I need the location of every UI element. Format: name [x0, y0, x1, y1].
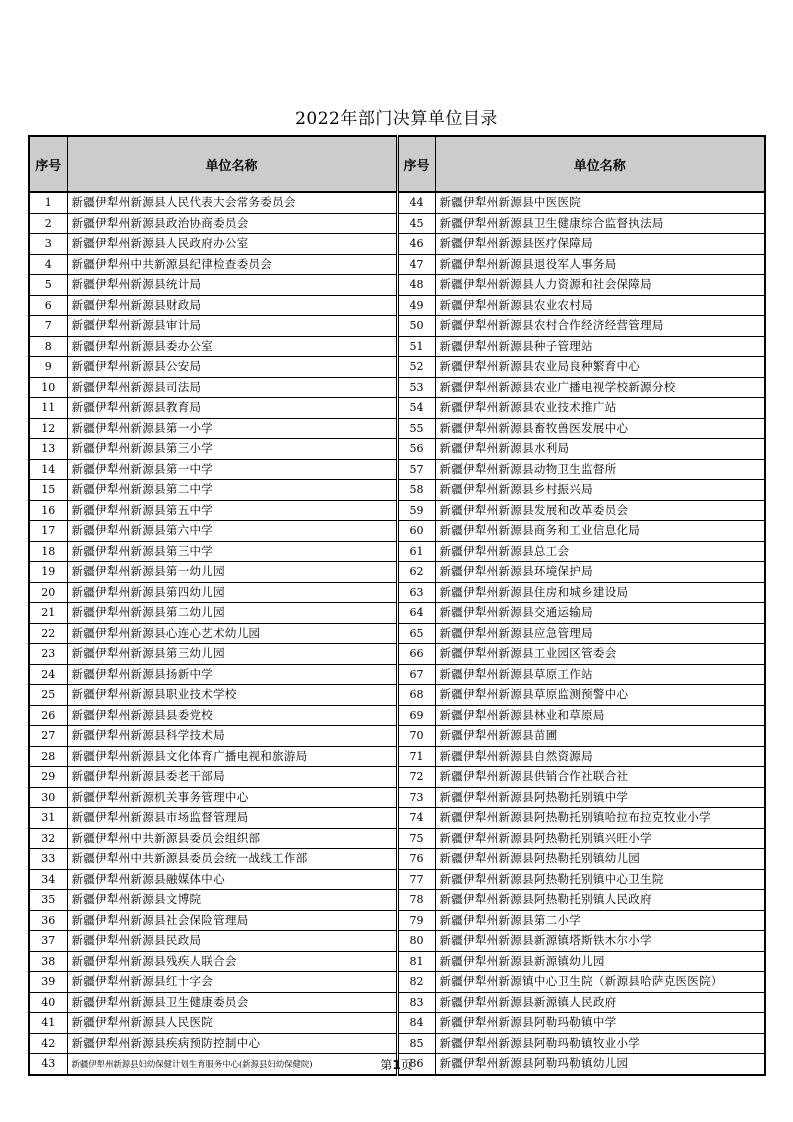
- serial-cell: 13: [29, 439, 67, 460]
- unit-name-cell: 新疆伊犁州新源县草原监测预警中心: [435, 685, 765, 706]
- unit-name-cell: 新疆伊犁州中共新源县委员会统一战线工作部: [67, 849, 397, 870]
- serial-cell: 60: [397, 521, 435, 542]
- unit-name-cell: 新疆伊犁州新源县卫生健康委员会: [67, 992, 397, 1013]
- unit-name-cell: 新疆伊犁州新源县医疗保障局: [435, 234, 765, 255]
- page-title: 2022年部门决算单位目录: [295, 109, 498, 129]
- table-row: [29, 316, 765, 337]
- unit-name-cell: 新疆伊犁州新源县职业技术学校: [67, 685, 397, 706]
- header-serial-left: 序号: [29, 136, 67, 192]
- serial-cell: 31: [29, 808, 67, 829]
- unit-name-cell: 新疆伊犁州新源县畜牧兽医发展中心: [435, 418, 765, 439]
- unit-name-cell: 新疆伊犁州新源县退役军人事务局: [435, 254, 765, 275]
- unit-name-cell: 新疆伊犁州新源县工业园区管委会: [435, 644, 765, 665]
- serial-cell: 64: [397, 603, 435, 624]
- unit-name-cell: 新疆伊犁州新源县政治协商委员会: [67, 213, 397, 234]
- unit-name-cell: 新疆伊犁州新源县疾病预防控制中心: [67, 1033, 397, 1054]
- unit-name-cell: 新疆伊犁州新源县第三中学: [67, 541, 397, 562]
- table-row: [29, 295, 765, 316]
- header-unit-name-left: 单位名称: [67, 136, 397, 192]
- serial-cell: 24: [29, 664, 67, 685]
- table-row: [29, 336, 765, 357]
- unit-name-cell: 新疆伊犁州新源县司法局: [67, 377, 397, 398]
- serial-cell: 20: [29, 582, 67, 603]
- unit-name-cell: 新疆伊犁州新源县自然资源局: [435, 746, 765, 767]
- table-row: [29, 192, 765, 213]
- serial-cell: 12: [29, 418, 67, 439]
- unit-name-cell: 新疆伊犁州新源县市场监督管理局: [67, 808, 397, 829]
- serial-cell: 32: [29, 828, 67, 849]
- table-row: [29, 541, 765, 562]
- serial-cell: 74: [397, 808, 435, 829]
- serial-cell: 30: [29, 787, 67, 808]
- serial-cell: 48: [397, 275, 435, 296]
- unit-name-cell: 新疆伊犁州新源县阿勒玛勒镇幼儿园: [435, 1054, 765, 1075]
- unit-directory-table: [28, 135, 766, 1076]
- unit-name-cell: 新疆伊犁州新源县第五中学: [67, 500, 397, 521]
- unit-name-cell: 新疆伊犁州新源县中医医院: [435, 192, 765, 213]
- unit-name-cell: 新疆伊犁州新源县住房和城乡建设局: [435, 582, 765, 603]
- table-row: [29, 398, 765, 419]
- unit-name-cell: 新疆伊犁州新源县统计局: [67, 275, 397, 296]
- unit-name-cell: 新疆伊犁州中共新源县委员会组织部: [67, 828, 397, 849]
- serial-cell: 2: [29, 213, 67, 234]
- table-row: [29, 664, 765, 685]
- unit-name-cell: 新疆伊犁州新源县应急管理局: [435, 623, 765, 644]
- serial-cell: 53: [397, 377, 435, 398]
- unit-name-cell: 新疆伊犁州新源县阿勒玛勒镇中学: [435, 1013, 765, 1034]
- unit-name-cell: 新疆伊犁州新源县审计局: [67, 316, 397, 337]
- unit-name-cell: 新疆伊犁州新源县乡村振兴局: [435, 480, 765, 501]
- unit-name-cell: 新疆伊犁州新源县农业局良种繁育中心: [435, 357, 765, 378]
- unit-name-cell: 新疆伊犁州新源县交通运输局: [435, 603, 765, 624]
- serial-cell: 16: [29, 500, 67, 521]
- unit-name-cell: 新疆伊犁州新源县林业和草原局: [435, 705, 765, 726]
- unit-name-cell: 新疆伊犁州新源县第四幼儿园: [67, 582, 397, 603]
- serial-cell: 42: [29, 1033, 67, 1054]
- serial-cell: 6: [29, 295, 67, 316]
- table-row: [29, 213, 765, 234]
- unit-name-cell: 新疆伊犁州新源县阿勒玛勒镇牧业小学: [435, 1033, 765, 1054]
- header-unit-name-right: 单位名称: [435, 136, 765, 192]
- serial-cell: 14: [29, 459, 67, 480]
- table-row: [29, 890, 765, 911]
- unit-name-cell: 新疆伊犁州新源县阿热勒托别镇人民政府: [435, 890, 765, 911]
- unit-name-cell: 新疆伊犁州新源县公安局: [67, 357, 397, 378]
- serial-cell: 73: [397, 787, 435, 808]
- footer-suffix: 页: [400, 1058, 413, 1072]
- serial-cell: 33: [29, 849, 67, 870]
- unit-name-cell: 新疆伊犁州新源县阿热勒托别镇兴旺小学: [435, 828, 765, 849]
- unit-name-cell: 新疆伊犁州新源县教育局: [67, 398, 397, 419]
- serial-cell: 62: [397, 562, 435, 583]
- unit-name-cell: 新疆伊犁州新源机关事务管理中心: [67, 787, 397, 808]
- table-row: [29, 1013, 765, 1034]
- serial-cell: 81: [397, 951, 435, 972]
- serial-cell: 21: [29, 603, 67, 624]
- serial-cell: 43: [29, 1054, 67, 1075]
- serial-cell: 68: [397, 685, 435, 706]
- serial-cell: 63: [397, 582, 435, 603]
- serial-cell: 57: [397, 459, 435, 480]
- serial-cell: 22: [29, 623, 67, 644]
- table-row: [29, 439, 765, 460]
- serial-cell: 47: [397, 254, 435, 275]
- serial-cell: 69: [397, 705, 435, 726]
- table-row: [29, 951, 765, 972]
- serial-cell: 67: [397, 664, 435, 685]
- unit-name-cell: 新疆伊犁州新源县民政局: [67, 931, 397, 952]
- serial-cell: 59: [397, 500, 435, 521]
- table-row: [29, 849, 765, 870]
- serial-cell: 4: [29, 254, 67, 275]
- unit-name-cell: 新疆伊犁州新源县农村合作经济经营管理局: [435, 316, 765, 337]
- footer-prefix: 第: [380, 1058, 393, 1072]
- table-row: [29, 254, 765, 275]
- serial-cell: 79: [397, 910, 435, 931]
- serial-cell: 40: [29, 992, 67, 1013]
- unit-name-cell: 新疆伊犁州新源县第二中学: [67, 480, 397, 501]
- unit-name-cell: 新疆伊犁州新源县农业农村局: [435, 295, 765, 316]
- table-row: [29, 357, 765, 378]
- serial-cell: 72: [397, 767, 435, 788]
- unit-name-cell: 新疆伊犁州新源县社会保险管理局: [67, 910, 397, 931]
- table-row: [29, 726, 765, 747]
- unit-name-cell: 新疆伊犁州新源县人民代表大会常务委员会: [67, 192, 397, 213]
- table-row: [29, 828, 765, 849]
- unit-name-cell: 新疆伊犁州新源县第一小学: [67, 418, 397, 439]
- table-row: [29, 500, 765, 521]
- serial-cell: 19: [29, 562, 67, 583]
- table-row: [29, 459, 765, 480]
- serial-cell: 46: [397, 234, 435, 255]
- unit-name-cell: 新疆伊犁州新源县心连心艺术幼儿园: [67, 623, 397, 644]
- serial-cell: 28: [29, 746, 67, 767]
- unit-name-cell: 新疆伊犁州新源县残疾人联合会: [67, 951, 397, 972]
- serial-cell: 9: [29, 357, 67, 378]
- serial-cell: 82: [397, 972, 435, 993]
- serial-cell: 54: [397, 398, 435, 419]
- table-row: [29, 931, 765, 952]
- serial-cell: 50: [397, 316, 435, 337]
- serial-cell: 71: [397, 746, 435, 767]
- unit-name-cell: 新疆伊犁州新源县文博院: [67, 890, 397, 911]
- serial-cell: 51: [397, 336, 435, 357]
- unit-name-cell: 新疆伊犁州新源县阿热勒托别镇幼儿园: [435, 849, 765, 870]
- unit-name-cell: 新疆伊犁州新源县阿热勒托别镇哈拉布拉克牧业小学: [435, 808, 765, 829]
- serial-cell: 44: [397, 192, 435, 213]
- serial-cell: 29: [29, 767, 67, 788]
- table-row: [29, 377, 765, 398]
- serial-cell: 10: [29, 377, 67, 398]
- serial-cell: 7: [29, 316, 67, 337]
- unit-name-cell: 新疆伊犁州新源县环境保护局: [435, 562, 765, 583]
- unit-name-cell: 新疆伊犁州新源县第三幼儿园: [67, 644, 397, 665]
- serial-cell: 38: [29, 951, 67, 972]
- page-number: 1: [392, 1058, 401, 1072]
- unit-name-cell: 新疆伊犁州新源县委老干部局: [67, 767, 397, 788]
- serial-cell: 25: [29, 685, 67, 706]
- unit-name-cell: 新疆伊犁州新源县发展和改革委员会: [435, 500, 765, 521]
- serial-cell: 55: [397, 418, 435, 439]
- unit-name-cell: 新疆伊犁州中共新源县纪律检查委员会: [67, 254, 397, 275]
- table-row: [29, 603, 765, 624]
- table-row: [29, 582, 765, 603]
- serial-cell: 56: [397, 439, 435, 460]
- unit-name-cell: 新疆伊犁州新源县水利局: [435, 439, 765, 460]
- table-row: [29, 275, 765, 296]
- table-row: [29, 808, 765, 829]
- serial-cell: 26: [29, 705, 67, 726]
- serial-cell: 76: [397, 849, 435, 870]
- unit-name-cell: 新疆伊犁州新源县人民医院: [67, 1013, 397, 1034]
- unit-name-cell: 新疆伊犁州新源县人力资源和社会保障局: [435, 275, 765, 296]
- serial-cell: 34: [29, 869, 67, 890]
- table-row: [29, 685, 765, 706]
- serial-cell: 84: [397, 1013, 435, 1034]
- unit-name-cell: 新疆伊犁州新源县第三小学: [67, 439, 397, 460]
- unit-name-cell: 新疆伊犁州新源县苗圃: [435, 726, 765, 747]
- serial-cell: 11: [29, 398, 67, 419]
- unit-name-cell: 新疆伊犁州新源县第六中学: [67, 521, 397, 542]
- serial-cell: 80: [397, 931, 435, 952]
- serial-cell: 5: [29, 275, 67, 296]
- unit-name-cell: 新疆伊犁州新源县草原工作站: [435, 664, 765, 685]
- serial-cell: 49: [397, 295, 435, 316]
- serial-cell: 3: [29, 234, 67, 255]
- serial-cell: 45: [397, 213, 435, 234]
- table-header-row: [29, 136, 765, 192]
- unit-name-cell: 新疆伊犁州新源县供销合作社联合社: [435, 767, 765, 788]
- table-row: [29, 869, 765, 890]
- table-row: [29, 787, 765, 808]
- unit-name-cell: 新疆伊犁州新源县新源镇幼儿园: [435, 951, 765, 972]
- serial-cell: 23: [29, 644, 67, 665]
- table-row: [29, 705, 765, 726]
- unit-name-cell: 新疆伊犁州新源县第一幼儿园: [67, 562, 397, 583]
- unit-name-cell: 新疆伊犁州新源县第二幼儿园: [67, 603, 397, 624]
- table-row: [29, 562, 765, 583]
- serial-cell: 61: [397, 541, 435, 562]
- unit-name-cell: 新疆伊犁州新源县新源镇塔斯铁木尔小学: [435, 931, 765, 952]
- unit-name-cell: 新疆伊犁州新源县农业技术推广站: [435, 398, 765, 419]
- unit-name-cell: 新疆伊犁州新源县县委党校: [67, 705, 397, 726]
- table-row: [29, 480, 765, 501]
- unit-name-cell: 新疆伊犁州新源县动物卫生监督所: [435, 459, 765, 480]
- unit-name-cell: 新疆伊犁州新源县阿热勒托别镇中心卫生院: [435, 869, 765, 890]
- serial-cell: 27: [29, 726, 67, 747]
- serial-cell: 65: [397, 623, 435, 644]
- unit-name-cell: 新疆伊犁州新源县红十字会: [67, 972, 397, 993]
- serial-cell: 35: [29, 890, 67, 911]
- unit-name-cell: 新疆伊犁州新源县文化体育广播电视和旅游局: [67, 746, 397, 767]
- serial-cell: 1: [29, 192, 67, 213]
- unit-name-cell: 新疆伊犁州新源县财政局: [67, 295, 397, 316]
- unit-name-cell: 新疆伊犁州新源县种子管理站: [435, 336, 765, 357]
- header-serial-right: 序号: [397, 136, 435, 192]
- table-row: [29, 746, 765, 767]
- unit-name-cell: 新疆伊犁州新源县农业广播电视学校新源分校: [435, 377, 765, 398]
- serial-cell: 41: [29, 1013, 67, 1034]
- serial-cell: 70: [397, 726, 435, 747]
- serial-cell: 37: [29, 931, 67, 952]
- serial-cell: 15: [29, 480, 67, 501]
- table-row: [29, 972, 765, 993]
- unit-name-cell: 新疆伊犁州新源县科学技术局: [67, 726, 397, 747]
- serial-cell: 58: [397, 480, 435, 501]
- serial-cell: 17: [29, 521, 67, 542]
- table-row: [29, 910, 765, 931]
- serial-cell: 85: [397, 1033, 435, 1054]
- serial-cell: 86: [397, 1054, 435, 1075]
- serial-cell: 66: [397, 644, 435, 665]
- serial-cell: 36: [29, 910, 67, 931]
- unit-name-cell: 新疆伊犁州新源县人民政府办公室: [67, 234, 397, 255]
- unit-name-cell: 新疆伊犁州新源县第二小学: [435, 910, 765, 931]
- table-row: [29, 521, 765, 542]
- unit-name-cell: 新疆伊犁州新源县委办公室: [67, 336, 397, 357]
- table-row: [29, 767, 765, 788]
- unit-name-cell: 新疆伊犁州新源县扬新中学: [67, 664, 397, 685]
- unit-name-cell: 新疆伊犁州新源县商务和工业信息化局: [435, 521, 765, 542]
- table-row: [29, 992, 765, 1013]
- serial-cell: 18: [29, 541, 67, 562]
- serial-cell: 77: [397, 869, 435, 890]
- serial-cell: 39: [29, 972, 67, 993]
- table-row: [29, 623, 765, 644]
- unit-name-cell: 新疆伊犁州新源县第一中学: [67, 459, 397, 480]
- serial-cell: 78: [397, 890, 435, 911]
- table-row: [29, 1033, 765, 1054]
- serial-cell: 83: [397, 992, 435, 1013]
- serial-cell: 75: [397, 828, 435, 849]
- serial-cell: 8: [29, 336, 67, 357]
- page-footer: [0, 1056, 793, 1073]
- table-row: [29, 418, 765, 439]
- unit-name-cell: 新疆伊犁州新源县融媒体中心: [67, 869, 397, 890]
- unit-name-cell: 新疆伊犁州新源镇中心卫生院（新源县哈萨克医医院）: [435, 972, 765, 993]
- unit-name-cell: 新疆伊犁州新源县总工会: [435, 541, 765, 562]
- unit-name-cell: 新疆伊犁州新源县阿热勒托别镇中学: [435, 787, 765, 808]
- unit-name-cell: 新疆伊犁州新源县卫生健康综合监督执法局: [435, 213, 765, 234]
- unit-name-cell: 新疆伊犁州新源县新源镇人民政府: [435, 992, 765, 1013]
- serial-cell: 52: [397, 357, 435, 378]
- table-row: [29, 644, 765, 665]
- table-row: [29, 234, 765, 255]
- unit-name-cell: 新疆伊犁州新源县妇幼保健计划生育服务中心(新源县妇幼保健院): [67, 1054, 397, 1075]
